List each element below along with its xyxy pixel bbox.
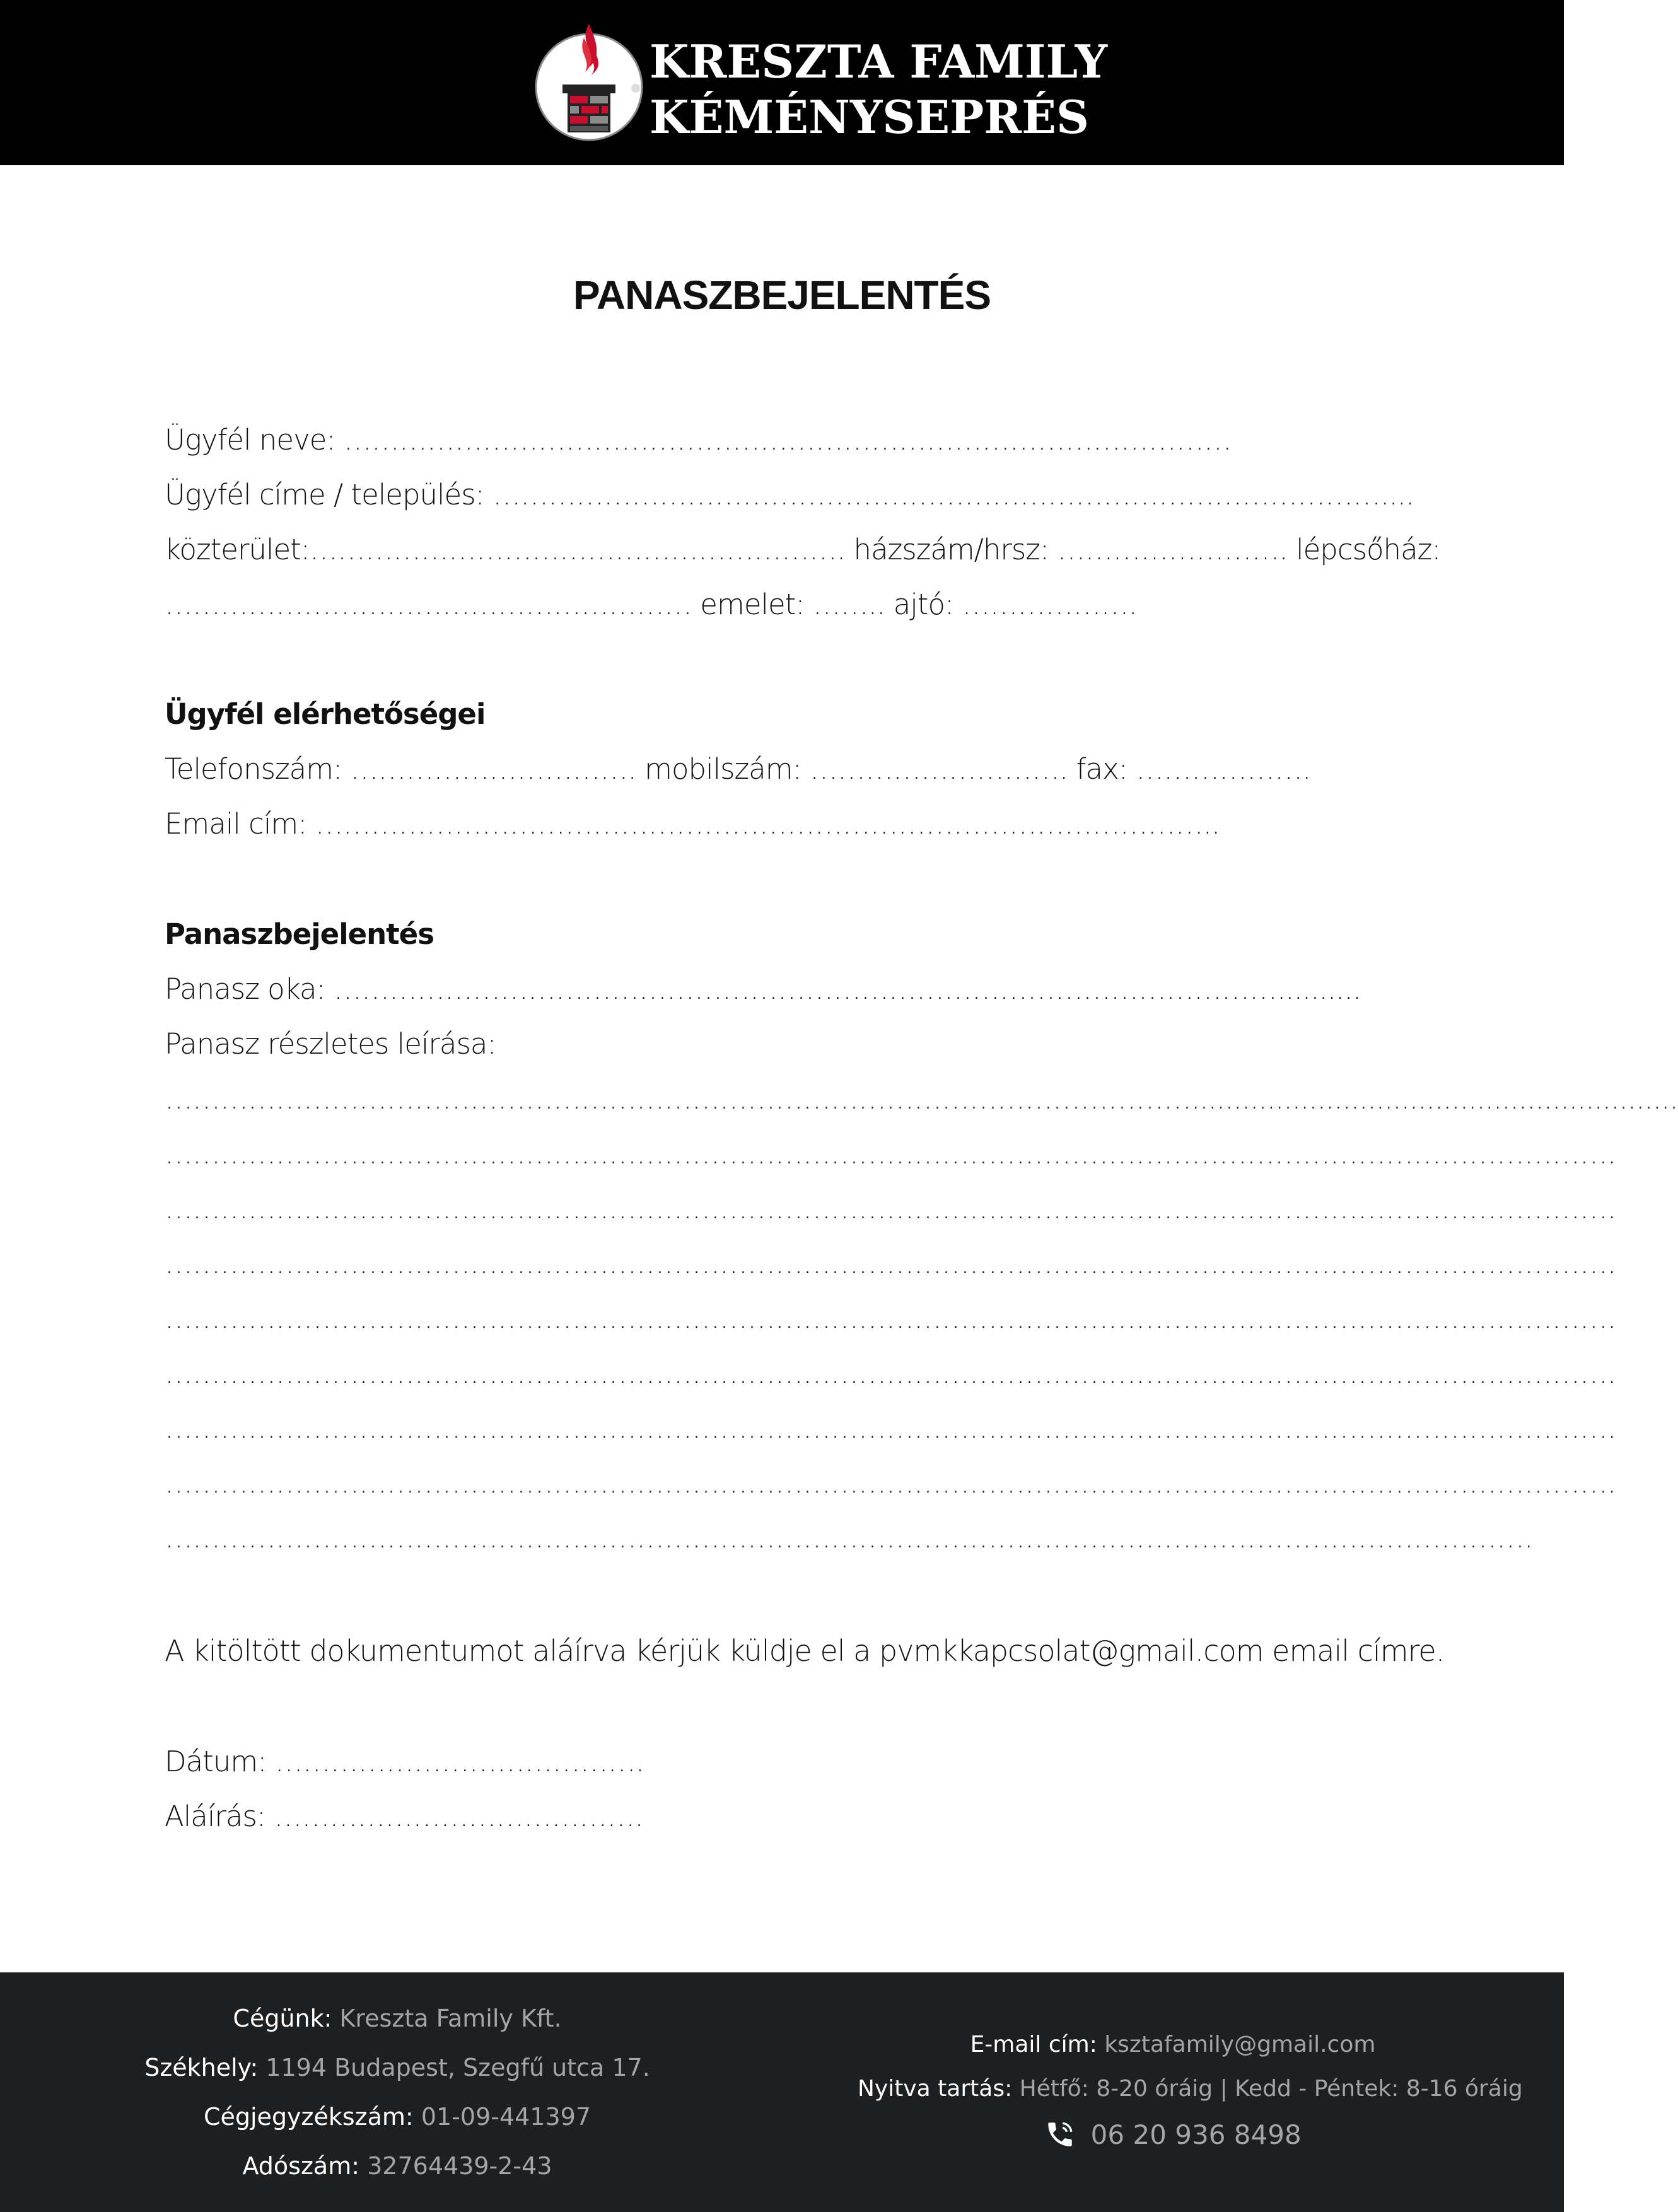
customer-name-field[interactable]: Ügyfél neve: …………………………………………………………………………………… [165, 423, 1232, 457]
street-field[interactable]: közterület:…………………………………………………. házszám/hrsz: ……………………. lépcsőház: [165, 533, 1441, 566]
footer-email-label: E-mail cím: [970, 2032, 1097, 2058]
footer-registry [114, 2101, 681, 2133]
description-line[interactable]: …………………………………………………………………………………………………………………………………………. [165, 1247, 1616, 1280]
contacts-heading: Ügyfél elérhetőségei [165, 697, 486, 731]
footer-phone-value[interactable]: 06 20 936 8498 [1090, 2119, 1302, 2150]
complaint-reason-field[interactable]: Panasz oka: ………………………………………………………………………………………….......... [165, 972, 1361, 1006]
footer-seat-value: 1194 Budapest, Szegfű utca 17. [265, 2054, 650, 2081]
brand-name-line2: KÉMÉNYSEPRÉS [650, 90, 1089, 144]
footer-tax-label: Adószám: [242, 2152, 360, 2180]
floor-door-field[interactable]: ………………………………………………… emelet: …….. ajtó: ………………. [165, 588, 1137, 621]
description-line[interactable]: …………………………………………………………………………………………………………………………………………. [165, 1411, 1616, 1445]
footer-registry-label: Cégjegyzékszám: [203, 2103, 414, 2131]
signature-field[interactable]: Aláírás: …………………………………. [165, 1800, 643, 1833]
footer-company-label: Cégünk: [233, 2005, 332, 2032]
brand-name-line1: KRESZTA FAMILY [650, 35, 1107, 88]
phone-field[interactable]: Telefonszám: …………………………. mobilszám: ………………………. fax: ………………. [165, 752, 1311, 786]
footer-email-link[interactable]: ksztafamily@gmail.com [1104, 2032, 1376, 2058]
description-line[interactable]: …………………………………………………………………………………………………………………………………………. [165, 1466, 1616, 1499]
customer-address-field[interactable]: Ügyfél címe / település: …………………………………………………………………………………….... [165, 478, 1414, 511]
description-line[interactable]: …………………………………………………………………………………………………………………………………………. [165, 1356, 1616, 1390]
date-field[interactable]: Dátum: …………………………………. [165, 1745, 644, 1778]
footer-tax-value: 32764439-2-43 [367, 2152, 552, 2180]
chimney-flame-logo-icon [533, 19, 644, 145]
complaint-heading: Panaszbejelentés [165, 917, 434, 951]
email-field[interactable]: Email cím: …………………………………………………………………………………….. [165, 807, 1220, 841]
submission-instruction: A kitöltött dokumentumot aláírva kérjük küldje el a pvmkkapcsolat@gmail.com email címre. [165, 1634, 1445, 1668]
footer-email [858, 2029, 1488, 2061]
footer-registry-value: 01-09-441397 [421, 2103, 591, 2131]
phone-icon [1044, 2119, 1076, 2150]
description-label: Panasz részletes leírása: [165, 1027, 496, 1061]
description-line[interactable]: ………………………………………………………………………………………………….......................................................... [165, 1082, 1678, 1115]
footer-phone[interactable] [858, 2119, 1488, 2151]
footer-tax [114, 2150, 681, 2182]
footer-hours-value: Hétfő: 8-20 óráig | Kedd - Péntek: 8-16 óráig [1019, 2076, 1523, 2102]
description-line[interactable]: …………………………………………………………………………………………………………………………………………. [165, 1137, 1616, 1170]
page-header [0, 0, 1564, 165]
footer-hours [858, 2073, 1523, 2105]
page-footer [0, 1972, 1564, 2212]
footer-hours-label: Nyitva tartás: [858, 2076, 1013, 2102]
footer-company-value: Kreszta Family Kft. [339, 2005, 562, 2032]
page-title: PANASZBEJELENTÉS [573, 272, 991, 318]
description-line[interactable]: …………………………………………………………………………………………………………………………………………. [165, 1301, 1616, 1335]
footer-seat-label: Székhely: [144, 2054, 259, 2081]
description-line[interactable]: …………………………………………………………………………………………………………………………………. [165, 1521, 1533, 1554]
description-line[interactable]: …………………………………………………………………………………………………………………………………………. [165, 1192, 1616, 1225]
footer-company [114, 2003, 681, 2034]
footer-seat [114, 2052, 681, 2083]
